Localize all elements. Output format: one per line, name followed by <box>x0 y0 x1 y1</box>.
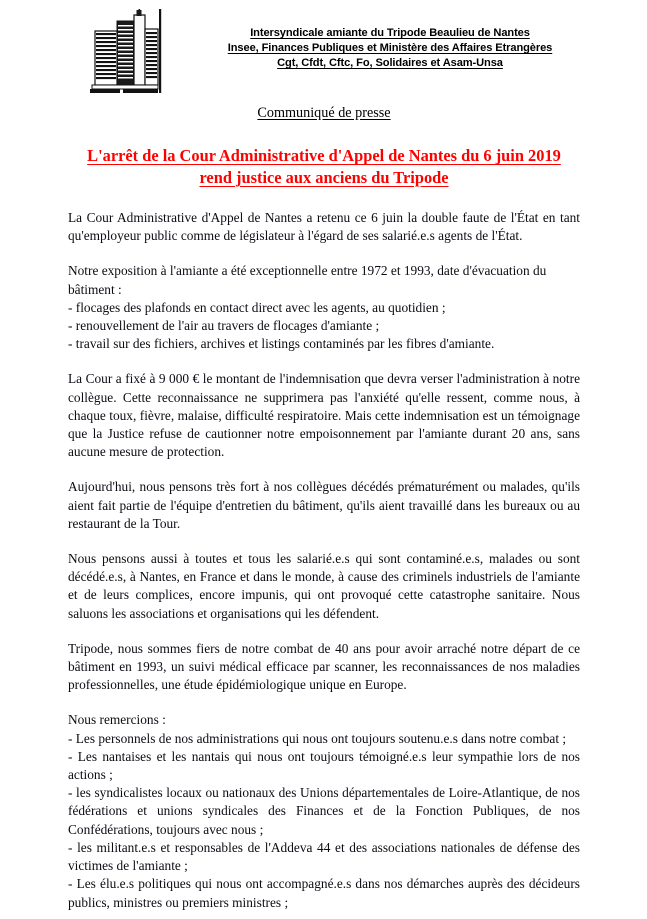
paragraph-compensation: La Cour a fixé à 9 000 € le montant de l'indemnisation que devra verser l'administration à notre collègue. Cette reconnaissance ne supprimera pas l'anxiété qu'elle ressent, comme nous, à chaque toux, fièvre, malaise, difficulté respiratoire. Mais cette indemnisation est un témoignage que la Justice refuse de cautionner notre empoisonnement par l'amiante durant 20 ans, sans aucune mesure de protection. <box>68 371 580 460</box>
kicker-label: Communiqué de presse <box>257 105 391 121</box>
exposure-intro: Notre exposition à l'amiante a été exceptionnelle entre 1972 et 1993, date d'évacuation du bâtiment : <box>68 263 547 297</box>
list-item: - Les personnels de nos administrations qui nous ont toujours soutenu.e.s dans notre combat ; <box>68 730 567 746</box>
thanks-intro: Nous remercions : <box>68 712 166 728</box>
paragraph-pride: Tripode, nous sommes fiers de notre combat de 40 ans pour avoir arraché notre départ de ce bâtiment en 1993, un suivi médical efficace par scanner, les reconnaissances de nos maladies professionnelles, une étude épidémiologique unique en Europe. <box>68 640 580 693</box>
list-item: - renouvellement de l'air au travers de flocages d'amiante ; <box>68 318 380 334</box>
paragraph-ruling: La Cour Administrative d'Appel de Nantes a retenu ce 6 juin la double faute de l'État en tant qu'employeur public comme de législateur à l'égard de ses salarié.e.s agents de l'État. <box>68 210 580 244</box>
page-title-line-2: rend justice aux anciens du Tripode <box>199 167 449 187</box>
document-body <box>68 100 580 912</box>
org-line-3: Cgt, Cfdt, Cftc, Fo, Solidaires et Asam-Unsa <box>277 57 503 70</box>
exposure-section <box>68 262 580 353</box>
paragraph-memorial: Aujourd'hui, nous pensons très fort à nos collègues décédés prématurément ou malades, qu'ils aient fait partie de l'équipe d'entretien du bâtiment, qu'ils aient travaillé dans les bureaux ou au restaurant de la Tour. <box>68 479 580 531</box>
page-title <box>68 145 580 188</box>
org-line-2: Insee, Finances Publiques et Ministère des Affaires Etrangères <box>227 42 553 55</box>
paragraph-solidarity: Nous pensons aussi à toutes et tous les salarié.e.s qui sont contaminé.e.s, malades ou sont décédé.e.s, à Nantes, en France et dans le monde, à cause des criminels industriels de l'amiante et de leurs complices, encore impunis, qui ont provoqué cette catastrophe sanitaire. Nous saluons les associations et organisations qui les défendent. <box>68 551 580 621</box>
thanks-section <box>68 711 580 911</box>
body-text <box>68 209 580 912</box>
tripode-towers-logo <box>90 9 166 95</box>
masthead <box>0 0 647 96</box>
list-item: - travail sur des fichiers, archives et listings contaminés par les fibres d'amiante. <box>68 336 495 352</box>
list-item: - les militant.e.s et responsables de l'Addeva 44 et des associations nationales de défense des victimes de l'amiante ; <box>68 839 580 874</box>
org-line-1: Intersyndicale amiante du Tripode Beaulieu de Nantes <box>250 27 530 39</box>
list-item: - les syndicalistes locaux ou nationaux des Unions départementales de Loire-Atlantique, de nos fédérations et unions syndicales des Finances et de la Fonction Publiques, de nos Confédérations, toujours avec nous ; <box>68 785 580 837</box>
list-item: - Les nantaises et les nantais qui nous ont toujours témoigné.e.s leur sympathie lors de nos actions ; <box>68 748 580 783</box>
organisation-header <box>180 26 600 72</box>
list-item: - Les élu.e.s politiques qui nous ont accompagné.e.s dans nos démarches auprès des décideurs publics, ministres ou premiers ministres ; <box>68 876 580 910</box>
page-title-line-1: L'arrêt de la Cour Administrative d'Appel de Nantes du 6 juin 2019 <box>87 146 561 165</box>
list-item: - flocages des plafonds en contact direct avec les agents, au quotidien ; <box>68 299 446 315</box>
kicker <box>68 104 580 122</box>
